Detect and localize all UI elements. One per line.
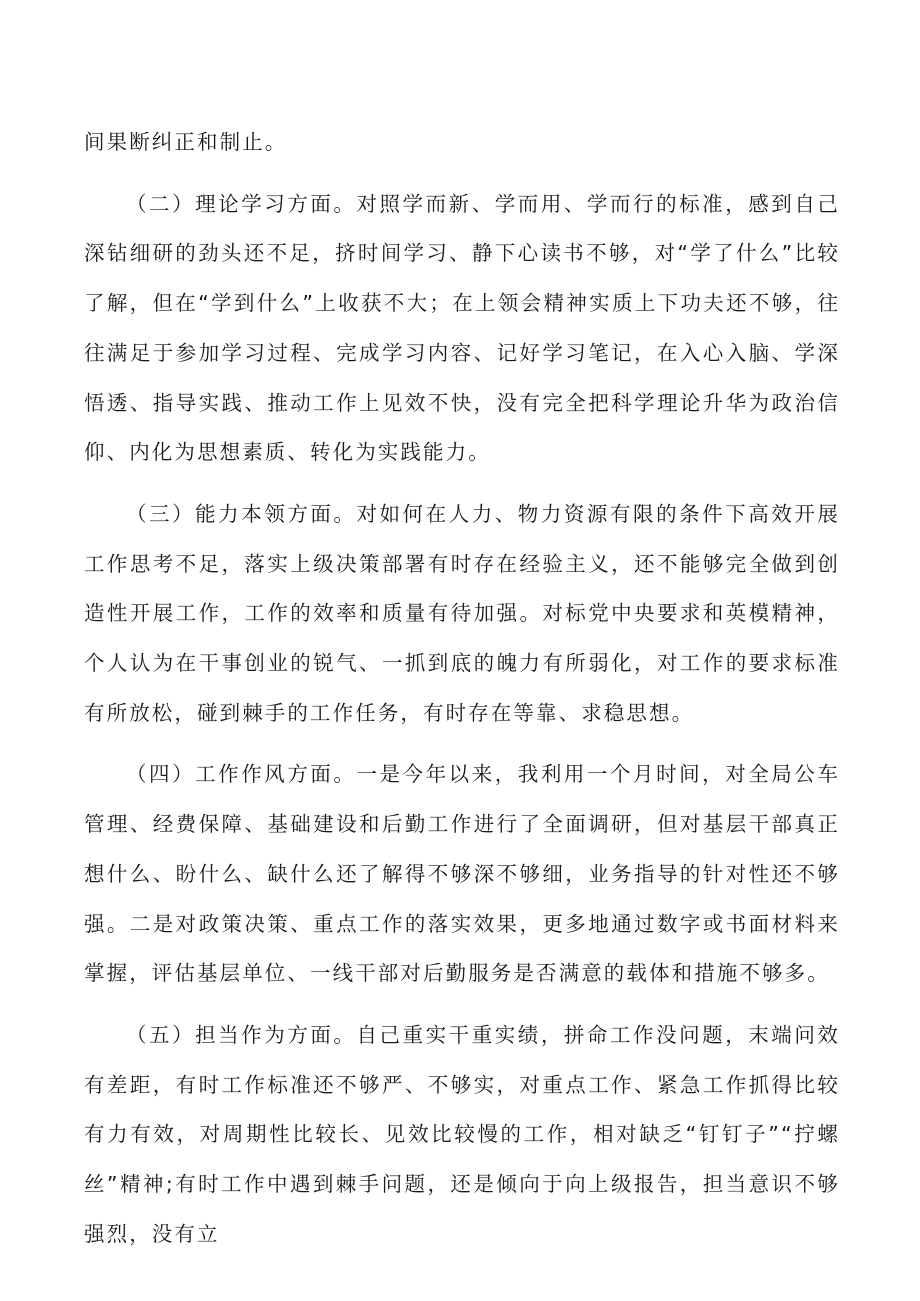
paragraph-work-style: （四）工作作风方面。一是今年以来，我利用一个月时间，对全局公车管理、经费保障、基础建设和后勤工作进行了全面调研，但对基层干部真正想什么、盼什么、缺什么还了解得不够深不够细，业务指导的针对性还不够强。二是对政策决策、重点工作的落实效果，更多地通过数字或书面材料来掌握，评估基层单位、一线干部对后勤服务是否满意的载体和措施不够多。 <box>84 762 840 986</box>
paragraph-ability: （三）能力本领方面。对如何在人力、物力资源有限的条件下高效开展工作思考不足，落实上级决策部署有时存在经验主义，还不能够完全做到创造性开展工作，工作的效率和质量有待加强。对标党中央要求和英模精神，个人认为在干事创业的锐气、一抓到底的魄力有所弱化，对工作的要求标准有所放松，碰到棘手的工作任务，有时存在等靠、求稳思想。 <box>84 501 840 725</box>
paragraph-responsibility: （五）担当作为方面。自己重实干重实绩，拼命工作没问题，末端问效有差距，有时工作标准还不够严、不够实，对重点工作、紧急工作抓得比较有力有效，对周期性比较长、见效比较慢的工作，相对缺乏“钉钉子”“拧螺丝”精神;有时工作中遇到棘手问题，还是倾向于向上级报告，担当意识不够强烈，没有立 <box>84 1022 840 1246</box>
paragraph-continuation: 间果断纠正和制止。 <box>84 130 288 154</box>
paragraph-theory-study: （二）理论学习方面。对照学而新、学而用、学而行的标准，感到自己深钻细研的劲头还不足，挤时间学习、静下心读书不够，对“学了什么”比较了解，但在“学到什么”上收获不大；在上领会精神实质上下功夫还不够，往往满足于参加学习过程、完成学习内容、记好学习笔记，在入心入脑、学深悟透、指导实践、推动工作上见效不快，没有完全把科学理论升华为政治信仰、内化为思想素质、转化为实践能力。 <box>84 191 840 465</box>
document-page <box>84 118 840 1259</box>
